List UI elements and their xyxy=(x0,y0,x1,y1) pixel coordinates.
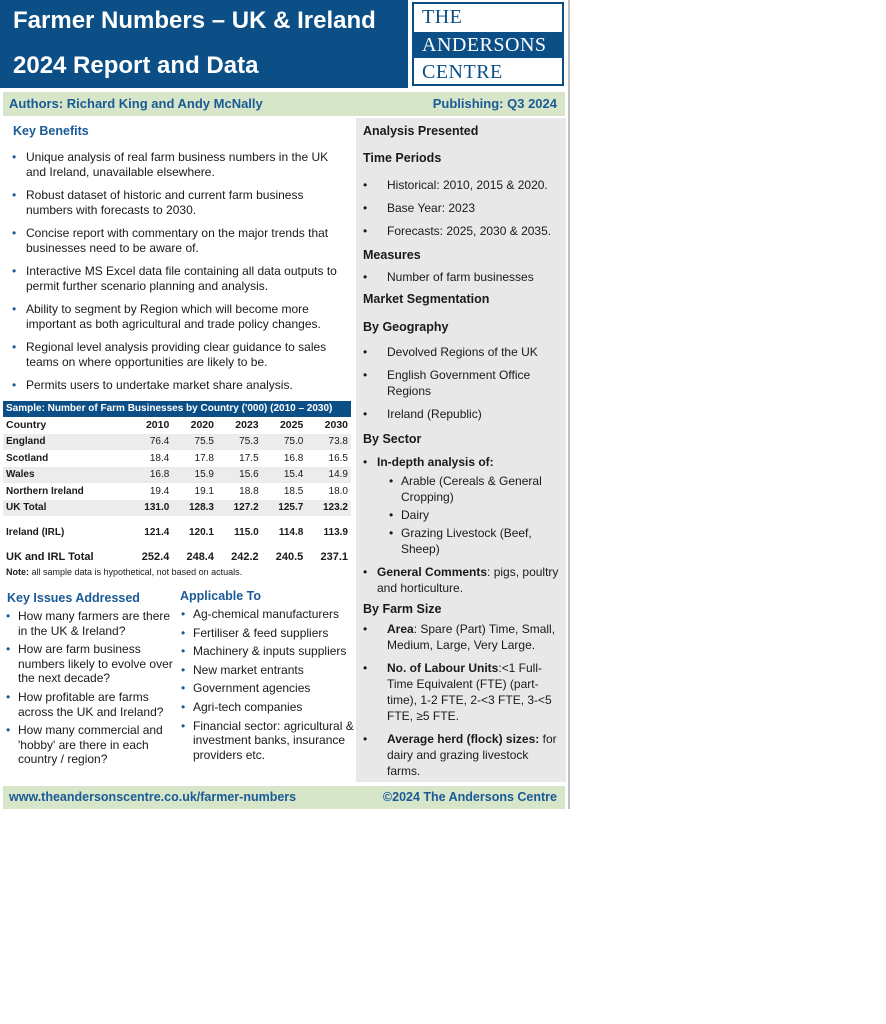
table-cell: 125.7 xyxy=(262,500,307,517)
list-item xyxy=(363,564,563,596)
table-cell: 252.4 xyxy=(141,550,170,563)
sector-list xyxy=(363,454,563,603)
analysis-heading: Analysis Presented xyxy=(363,124,479,138)
list-item: • Unique analysis of real farm business numbers in the UK and Ireland, unavailable elsewhere. xyxy=(12,150,342,180)
table-header: 2023 xyxy=(235,419,259,432)
key-benefits-list xyxy=(12,150,342,401)
logo-line-the: THE xyxy=(422,6,463,28)
table-cell: 75.5 xyxy=(172,434,217,451)
applicable-to-list xyxy=(178,607,354,762)
table-cell: 73.8 xyxy=(306,434,351,451)
list-item: • How are farm business numbers likely to evolve over the next decade? xyxy=(3,642,173,686)
area-text: : Spare (Part) Time, Small, Medium, Large, Very Large. xyxy=(387,622,556,652)
table-row xyxy=(3,467,351,484)
table-note-label: Note: xyxy=(6,567,29,577)
table-cell: 16.8 xyxy=(283,452,304,464)
table-header: 2030 xyxy=(324,419,348,432)
general-comments-label: General Comments xyxy=(377,565,488,579)
table-cell: 15.4 xyxy=(262,467,307,484)
list-item: • Devolved Regions of the UK xyxy=(363,344,563,360)
table-spacer xyxy=(3,541,351,549)
table-cell: 242.2 xyxy=(231,550,259,563)
key-issues-section xyxy=(3,591,173,771)
table-cell: 127.2 xyxy=(217,500,262,517)
table-cell: 76.4 xyxy=(128,434,173,451)
sector-heading: By Sector xyxy=(363,432,422,446)
table-header: Country xyxy=(6,419,47,432)
indepth-label: In-depth analysis of: xyxy=(377,455,494,469)
farm-size-list xyxy=(363,621,563,786)
time-periods-heading: Time Periods xyxy=(363,151,442,165)
table-cell: 115.0 xyxy=(234,526,259,538)
time-periods-list xyxy=(363,177,563,246)
list-item xyxy=(363,621,563,653)
applicable-to-section xyxy=(178,589,354,766)
table-cell: 75.0 xyxy=(262,434,307,451)
table-cell: 18.4 xyxy=(149,452,170,464)
labour-units-text: :<1 Full-Time Equivalent (FTE) (part-time), 1-2 FTE, 2-<3 FTE, 3-<5 FTE, ≥5 FTE. xyxy=(387,661,552,723)
table-cell: Northern Ireland xyxy=(6,485,84,497)
list-item: • Base Year: 2023 xyxy=(363,200,563,216)
table-cell: 131.0 xyxy=(128,500,173,517)
table-cell: 19.4 xyxy=(149,485,170,497)
table-cell: 16.8 xyxy=(128,467,173,484)
andersons-logo xyxy=(412,2,564,86)
table-header: 2025 xyxy=(279,419,304,432)
table-cell: 16.5 xyxy=(328,452,348,464)
logo-line-centre: CENTRE xyxy=(422,61,503,83)
list-item: • How profitable are farms across the UK and Ireland? xyxy=(3,690,173,719)
footer-bar xyxy=(3,786,565,809)
list-item: • Robust dataset of historic and current farm business numbers with forecasts to 2030. xyxy=(12,188,342,218)
authors-text: Authors: Richard King and Andy McNally xyxy=(9,96,263,111)
table-header: 2020 xyxy=(190,419,214,432)
key-issues-heading: Key Issues Addressed xyxy=(7,591,140,605)
table-cell: 113.9 xyxy=(323,526,348,538)
list-item: • Government agencies xyxy=(178,681,354,696)
list-item: • New market entrants xyxy=(178,663,354,678)
footer-copyright: ©2024 The Andersons Centre xyxy=(382,790,557,804)
table-cell: 19.1 xyxy=(194,485,214,497)
table-cell: 18.5 xyxy=(283,485,304,497)
table-cell: 15.9 xyxy=(172,467,217,484)
table-note-text: all sample data is hypothetical, not based on actuals. xyxy=(29,567,243,577)
list-item: • Forecasts: 2025, 2030 & 2035. xyxy=(363,223,563,239)
table-cell: 114.8 xyxy=(278,526,304,538)
table-note xyxy=(6,567,351,577)
logo-line-andersons: ANDERSONS xyxy=(414,32,562,58)
list-item: • Permits users to undertake market share analysis. xyxy=(12,378,342,393)
table-cell: 75.3 xyxy=(217,434,262,451)
list-item: • English Government Office Regions xyxy=(363,367,563,399)
geography-list xyxy=(363,344,563,429)
table-cell: 128.3 xyxy=(172,500,217,517)
table-cell: 17.5 xyxy=(239,452,259,464)
list-item xyxy=(363,660,563,724)
table-row xyxy=(3,500,351,517)
table-cell: 248.4 xyxy=(186,550,214,563)
sample-table-title: Sample: Number of Farm Businesses by Country ('000) (2010 – 2030) xyxy=(3,401,351,417)
herd-size-label: Average herd (flock) sizes: xyxy=(387,732,540,746)
area-label: Area xyxy=(387,622,414,636)
table-cell: 120.1 xyxy=(188,526,214,538)
publishing-date: Publishing: Q3 2024 xyxy=(432,96,557,111)
geography-heading: By Geography xyxy=(363,320,449,334)
table-spacer xyxy=(3,516,351,524)
general-comments-text: : pigs, poultry and horticulture. xyxy=(377,565,559,595)
list-item: • Interactive MS Excel data file containing all data outputs to permit further scenario planning and analysis. xyxy=(12,264,342,294)
table-header-row xyxy=(3,417,351,434)
table-cell: 18.8 xyxy=(239,485,259,497)
herd-size-text: for dairy and grazing livestock farms. xyxy=(387,732,557,778)
table-row xyxy=(3,434,351,451)
table-cell: 123.2 xyxy=(306,500,351,517)
table-cell: 15.6 xyxy=(217,467,262,484)
list-item: • Arable (Cereals & General Cropping) xyxy=(377,473,563,505)
table-cell: Ireland (IRL) xyxy=(6,526,65,538)
analysis-sidebar xyxy=(356,118,566,782)
labour-units-label: No. of Labour Units xyxy=(387,661,499,675)
report-subtitle: 2024 Report and Data xyxy=(13,52,259,79)
measures-heading: Measures xyxy=(363,248,421,262)
table-cell: 240.5 xyxy=(275,550,304,563)
footer-url-link[interactable]: www.theandersonscentre.co.uk/farmer-numbers xyxy=(9,790,297,804)
segmentation-heading: Market Segmentation xyxy=(363,292,490,306)
list-item xyxy=(363,731,563,779)
list-item: • Dairy xyxy=(377,507,563,523)
table-cell: England xyxy=(3,434,128,451)
sample-table xyxy=(3,417,351,565)
authors-bar xyxy=(3,92,565,116)
table-cell: UK and IRL Total xyxy=(6,550,94,563)
table-row xyxy=(3,483,351,500)
measures-list xyxy=(363,269,563,292)
key-issues-list xyxy=(3,609,173,767)
list-item: • Agri-tech companies xyxy=(178,700,354,715)
table-cell: 14.9 xyxy=(306,467,351,484)
sector-sub-list xyxy=(377,473,563,557)
list-item xyxy=(363,454,563,557)
table-cell: UK Total xyxy=(3,500,128,517)
list-item: • Regional level analysis providing clear guidance to sales teams on where opportunities are likely to be. xyxy=(12,340,342,370)
list-item: • Grazing Livestock (Beef, Sheep) xyxy=(377,525,563,557)
list-item: • Machinery & inputs suppliers xyxy=(178,644,354,659)
table-cell: 18.0 xyxy=(328,485,348,497)
table-header: 2010 xyxy=(145,419,170,432)
list-item: • Concise report with commentary on the major trends that businesses need to be aware of. xyxy=(12,226,342,256)
table-cell: 121.4 xyxy=(144,526,170,538)
table-cell: Wales xyxy=(3,467,128,484)
list-item: • How many commercial and 'hobby' are there in each country / region? xyxy=(3,723,173,767)
table-row xyxy=(3,524,351,541)
farm-size-heading: By Farm Size xyxy=(363,602,442,616)
table-row xyxy=(3,450,351,467)
list-item: • Ireland (Republic) xyxy=(363,406,563,422)
list-item: • Ag-chemical manufacturers xyxy=(178,607,354,622)
table-row xyxy=(3,549,351,566)
key-benefits-heading: Key Benefits xyxy=(13,124,89,138)
table-cell: Scotland xyxy=(6,452,49,464)
list-item: • Financial sector: agricultural & investment banks, insurance providers etc. xyxy=(178,719,354,763)
title-banner xyxy=(0,0,408,88)
sample-table-panel xyxy=(3,401,351,577)
report-title: Farmer Numbers – UK & Ireland xyxy=(13,7,376,34)
table-cell: 17.8 xyxy=(194,452,214,464)
list-item: • Ability to segment by Region which will become more important as both agricultural and trade policy changes. xyxy=(12,302,342,332)
list-item: • How many farmers are there in the UK & Ireland? xyxy=(3,609,173,638)
list-item: • Fertiliser & feed suppliers xyxy=(178,626,354,641)
table-cell: 237.1 xyxy=(320,550,348,563)
list-item: • Number of farm businesses xyxy=(363,269,563,285)
applicable-to-heading: Applicable To xyxy=(180,589,262,603)
list-item: • Historical: 2010, 2015 & 2020. xyxy=(363,177,563,193)
